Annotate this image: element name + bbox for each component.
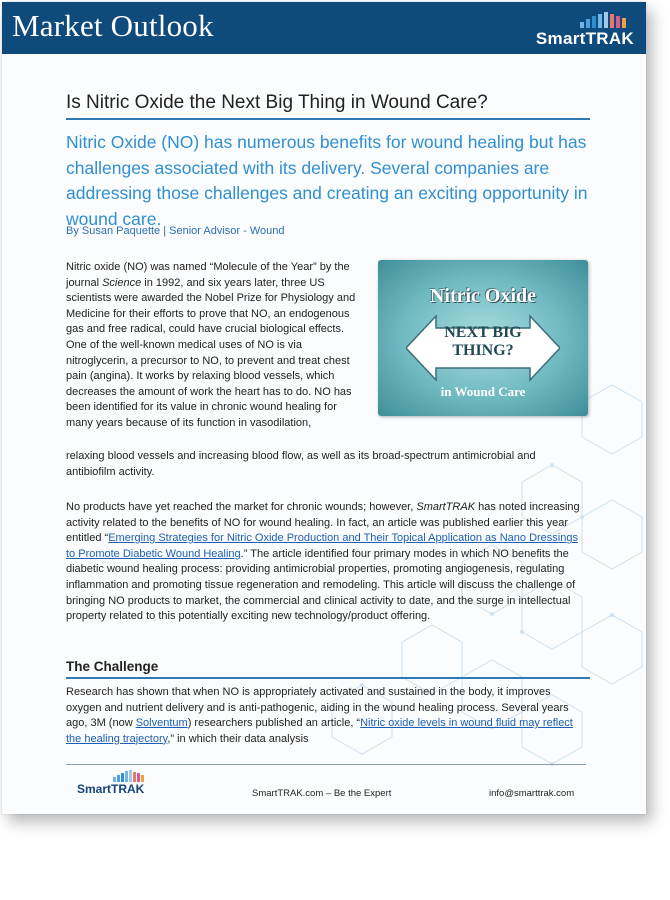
brand-name: SmartTRAK: [416, 501, 476, 513]
footer-tagline: SmartTRAK.com – Be the Expert: [252, 788, 392, 799]
paragraph-3-text-end: ,” in which their data analysis: [167, 732, 309, 745]
paragraph-2: [66, 500, 586, 625]
headline-divider: [66, 118, 590, 120]
paragraph-1-text: Nitric oxide (NO) was named “Molecule of the Year” by the journal: [66, 261, 350, 289]
paragraph-1-text-cont: in 1992, and six years later, three US scientists were awarded the Nobel Prize for Physiology and Medicine for their efforts to prove that NO, an endogenous gas and free radical, could have crucial biological effects. One of the well-known medical uses of NO is via nitroglycerin, a precursor to NO, to prevent and treat chest pain (angina). It works by relaxing blood vessels, which decreases the amount of work the heart has to do. NO has been identified for its value in chronic wound healing for many years because of its function in vasodilation,: [66, 276, 356, 429]
document-page: [2, 2, 646, 814]
banner-logo-text: SmartTRAK: [535, 29, 634, 48]
paragraph-3-text-cont: ) researchers published an article, “: [187, 717, 361, 730]
article-byline: By Susan Paquette | Senior Advisor - Wound: [66, 225, 285, 237]
footer-divider: [66, 764, 586, 765]
paragraph-3-text: Research has shown that when NO is appropriately activated and sustained in the body, it improves oxygen and nutrient delivery and is anti-pathogenic, aiding in the wound healing process. Several years ago, 3M (now: [66, 686, 569, 730]
journal-name: Science: [102, 276, 142, 289]
smarttrak-logo: [514, 12, 634, 48]
hero-image: [378, 260, 588, 416]
paragraph-2-text-end: .” The article identified four primary modes in which NO benefits the diabetic wound healing process: providing antimicrobial properties, promoting angiogenesis, regulating inflammation and promoting tissue regeneration and remodeling. This article will discuss the challenge of bringing NO products to market, the commercial and clinical activity to date, and the surge in intellectual property related to this potentially exciting new technology/product offering.: [66, 547, 576, 623]
header-banner: [2, 2, 646, 54]
hero-arrow-line-2: THING?: [452, 342, 514, 359]
hero-subtitle: in Wound Care: [440, 384, 526, 399]
paragraph-2-text: No products have yet reached the market for chronic wounds; however,: [66, 501, 417, 513]
paragraph-1: [66, 260, 366, 432]
paragraph-1-continuation: relaxing blood vessels and increasing blood flow, as well as its broad-spectrum antimicrobial and antibiofilm activity.: [66, 450, 536, 478]
section-heading: The Challenge: [66, 659, 159, 674]
logo-bars-icon: [580, 12, 634, 28]
article-headline: Is Nitric Oxide the Next Big Thing in Wound Care?: [66, 92, 488, 113]
paragraph-3: [66, 685, 586, 747]
hero-arrow-text: [378, 324, 588, 360]
article-link-emerging-strategies[interactable]: Emerging Strategies for Nitric Oxide Production and Their Topical Application as Nano Dressings to Promote Diabetic Wound Healing: [66, 532, 578, 560]
hero-arrow-line-1: NEXT BIG: [444, 324, 522, 341]
footer-logo-text: SmartTRAK: [77, 782, 145, 796]
hero-title: Nitric Oxide: [429, 285, 537, 307]
footer-email[interactable]: info@smarttrak.com: [489, 788, 575, 799]
footer-logo: [77, 770, 167, 800]
solventum-link[interactable]: Solventum: [135, 717, 188, 730]
section-divider: [66, 677, 590, 679]
article-link-nitric-oxide-levels[interactable]: Nitric oxide levels in wound fluid may reflect the healing trajectory: [66, 717, 573, 745]
article-deck: Nitric Oxide (NO) has numerous benefits for wound healing but has challenges associated with its delivery. Several companies are addressing those challenges and creating an exciting opportunity in wound care.: [66, 132, 588, 229]
footer-logo-bars-icon: [113, 770, 147, 782]
paragraph-2-text-cont: has noted increasing activity related to the benefits of NO for wound healing. In fact, an article was published earlier this year entitled “: [66, 501, 580, 545]
banner-title: Market Outlook: [12, 8, 214, 43]
